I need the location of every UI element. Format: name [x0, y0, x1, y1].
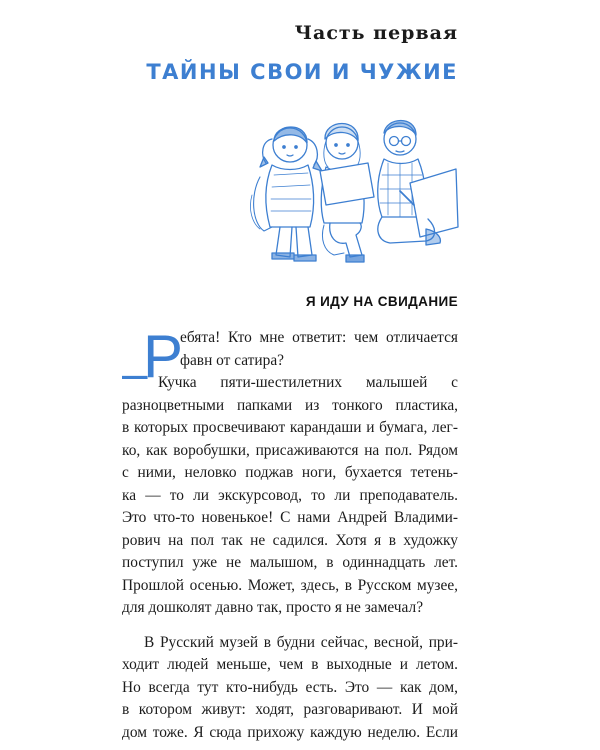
text-line: фавн от сатира?	[180, 351, 284, 369]
opening-lines	[122, 327, 458, 372]
chapter-title: Я ИДУ НА СВИДАНИЕ	[305, 294, 458, 309]
boy-right-figure	[378, 121, 458, 246]
text-line: с ними, неловко поджав ноги, бухается тетень-	[122, 464, 458, 481]
text-line: рович на пол так не садился. Хотя я в художку	[122, 531, 458, 549]
paragraph-gap	[122, 620, 458, 632]
text-line: ходит людей меньше, чем в выходные и летом.	[122, 656, 458, 673]
text-line: Но всегда тут кто-нибудь есть. Это — как дом,	[122, 678, 458, 696]
body-text	[122, 372, 458, 744]
text-line: дом тоже. Я сюда прихожу каждую неделю. Если	[122, 723, 458, 741]
girl-left-figure	[250, 127, 322, 261]
text-line: ко, как воробушки, присаживаются на пол. Рядом	[122, 441, 458, 459]
text-line: Кучка пяти-шестилетних малышей с	[158, 374, 458, 391]
girl-middle-figure	[320, 124, 374, 263]
text-line: в которых просвечивают карандаши и бумага, лег-	[122, 419, 458, 436]
part-title: ТАЙНЫ СВОИ И ЧУЖИЕ	[146, 60, 458, 84]
text-line: Это что-то новенькое! С нами Андрей Владими-	[122, 509, 458, 526]
text-line: для дошколят давно так, просто я не замечал?	[122, 599, 424, 616]
part-label: Часть первая	[294, 22, 458, 44]
text-line: в котором живут: ходят, разговаривают. И мой	[122, 701, 458, 718]
dropcap-dash: –	[122, 347, 148, 399]
text-line: ебята! Кто мне ответит: чем отличается	[180, 329, 458, 346]
text-line: Прошлой осенью. Может, здесь, в Русском музее,	[122, 576, 458, 594]
text-line: разноцветными папками из тонкого пластика,	[122, 396, 458, 414]
dropcap-letter: Р	[143, 323, 184, 390]
text-line: ка — то ли экскурсовод, то ли преподаватель.	[122, 486, 458, 504]
children-sketch-illustration	[250, 105, 460, 275]
text-line: поступил уже не малышом, в одиннадцать лет.	[122, 554, 458, 571]
text-line: В Русский музей в будни сейчас, весной, при-	[144, 633, 458, 651]
